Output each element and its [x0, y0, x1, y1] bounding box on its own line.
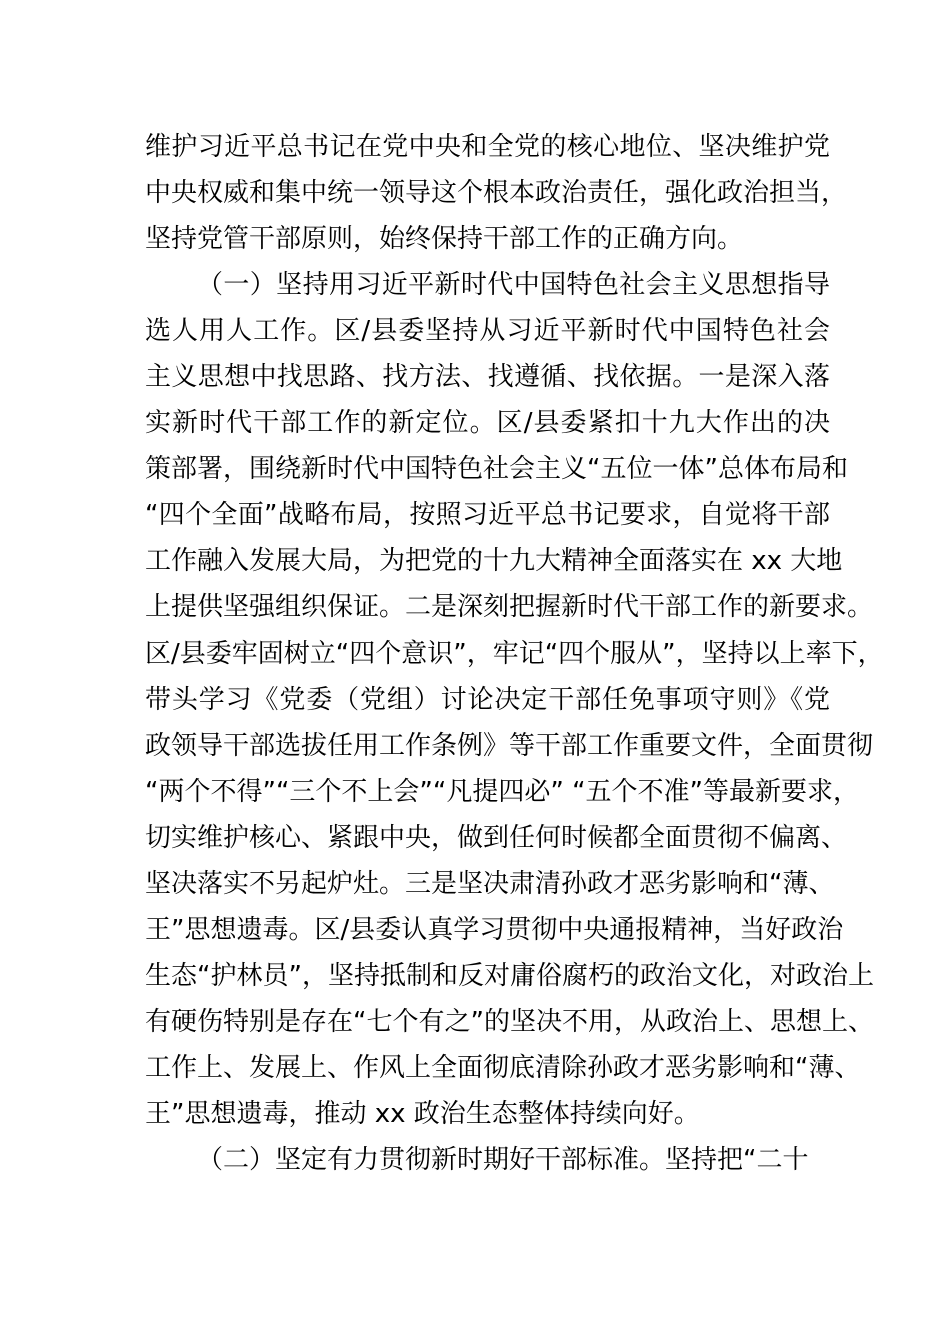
text-line: 策部署，围绕新时代中国特色社会主义“五位一体”总体布局和 [145, 454, 848, 485]
text-line: 选人用人工作。区/县委坚持从习近平新时代中国特色社会 [145, 316, 830, 347]
text-line: 王”思想遗毒，推动 xx 政治生态整体持续向好。 [145, 1098, 700, 1129]
paragraph-heading-2: （二）坚定有力贯彻新时期好干部标准。坚持把“二十 [197, 1145, 809, 1176]
text-line: 维护习近平总书记在党中央和全党的核心地位、坚决维护党 [145, 132, 830, 162]
text-line: 切实维护核心、紧跟中央，做到任何时候都全面贯彻不偏离、 [145, 822, 848, 853]
text-line: 中央权威和集中统一领导这个根本政治责任，强化政治担当， [145, 178, 848, 209]
text-line: 带头学习《党委（党组）讨论决定干部任免事项守则》《党 [145, 684, 830, 715]
text-line: 工作上、发展上、作风上全面彻底清除孙政才恶劣影响和“薄、 [145, 1052, 861, 1083]
text-line: 主义思想中找思路、找方法、找遵循、找依据。一是深入落 [145, 362, 830, 393]
text-line: 王”思想遗毒。区/县委认真学习贯彻中央通报精神，当好政治 [145, 914, 844, 945]
text-line: 有硬伤特别是存在“七个有之”的坚决不用，从政治上、思想上、 [145, 1006, 874, 1037]
text-line: 区/县委牢固树立“四个意识”，牢记“四个服从”，坚持以上率下， [145, 638, 884, 669]
paragraph-heading-1: （一）坚持用习近平新时代中国特色社会主义思想指导 [197, 270, 830, 301]
text-line: 生态“护林员”，坚持抵制和反对庸俗腐朽的政治文化，对政治上 [145, 960, 874, 991]
body-text [145, 124, 884, 1183]
text-line: “两个不得”“三个不上会”“凡提四必” “五个不准”等最新要求， [145, 776, 860, 807]
text-line: 坚决落实不另起炉灶。三是坚决肃清孙政才恶劣影响和“薄、 [145, 868, 835, 899]
text-line: 实新时代干部工作的新定位。区/县委紧扣十九大作出的决 [145, 408, 830, 439]
text-line: 政领导干部选拔任用工作条例》等干部工作重要文件，全面贯彻 [145, 730, 874, 761]
text-line: 上提供坚强组织保证。二是深刻把握新时代干部工作的新要求。 [145, 592, 874, 623]
text-line: 坚持党管干部原则，始终保持干部工作的正确方向。 [145, 224, 744, 255]
text-line: 工作融入发展大局，为把党的十九大精神全面落实在 xx 大地 [145, 546, 843, 577]
text-line: “四个全面”战略布局，按照习近平总书记要求，自觉将干部 [145, 500, 830, 531]
